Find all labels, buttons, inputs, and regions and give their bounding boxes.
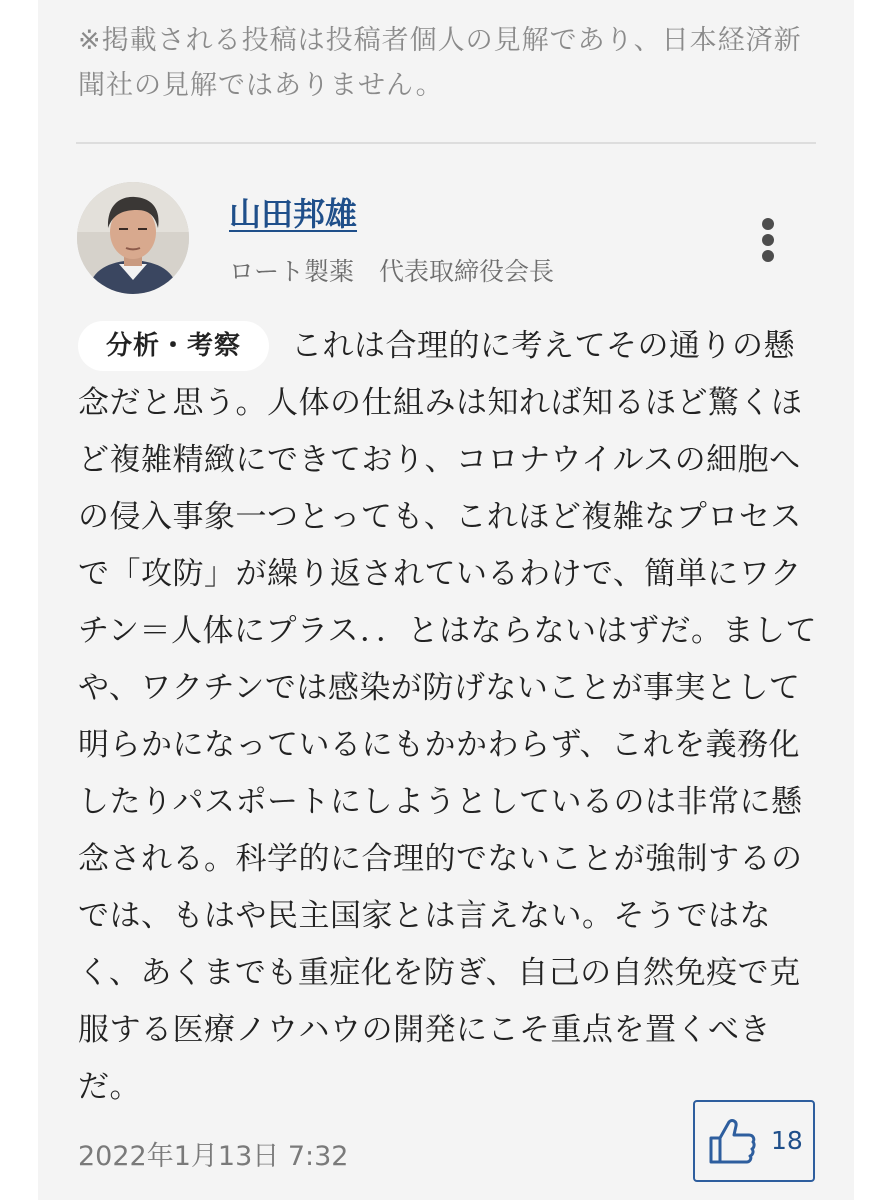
- author-photo: [77, 182, 189, 294]
- disclaimer-text: ※掲載される投稿は投稿者個人の見解であり、日本経済新聞社の見解ではありません。: [78, 25, 802, 101]
- divider: [76, 142, 816, 144]
- thumbs-up-icon: [707, 1116, 757, 1166]
- author-name-link[interactable]: 山田邦雄: [229, 195, 358, 233]
- author-title: ロート製薬 代表取締役会長: [229, 257, 555, 286]
- comment-tag-badge: 分析・考察: [78, 321, 269, 371]
- avatar[interactable]: [77, 182, 189, 294]
- comment-body: [78, 318, 818, 1116]
- like-button[interactable]: [693, 1100, 815, 1182]
- comment-text: これは合理的に考えてその通りの懸念だと思う。人体の仕組みは知れば知るほど驚くほど複雑精緻にできており、コロナウイルスの細胞への侵入事象一つとっても、これほど複雑なプロセスで「攻防」が繰り返されているわけで、簡単にワクチン＝人体にプラス．．とはならないはずだ。ましてや、ワクチンでは感染が防げないことが事実として明らかになっているにもかかわらず、これを義務化したりパスポートにしようとしているのは非常に懸念される。科学的に合理的でないことが強制するのでは、もはや民主国家とは言えない。そうではなく、あくまでも重症化を防ぎ、自己の自然免疫で克服する医療ノウハウの開発にこそ重点を置くべきだ。: [78, 328, 817, 1105]
- post-timestamp: 2022年1月13日 7:32: [78, 1141, 349, 1172]
- like-count: 18: [771, 1126, 803, 1155]
- more-options-button[interactable]: [748, 214, 788, 266]
